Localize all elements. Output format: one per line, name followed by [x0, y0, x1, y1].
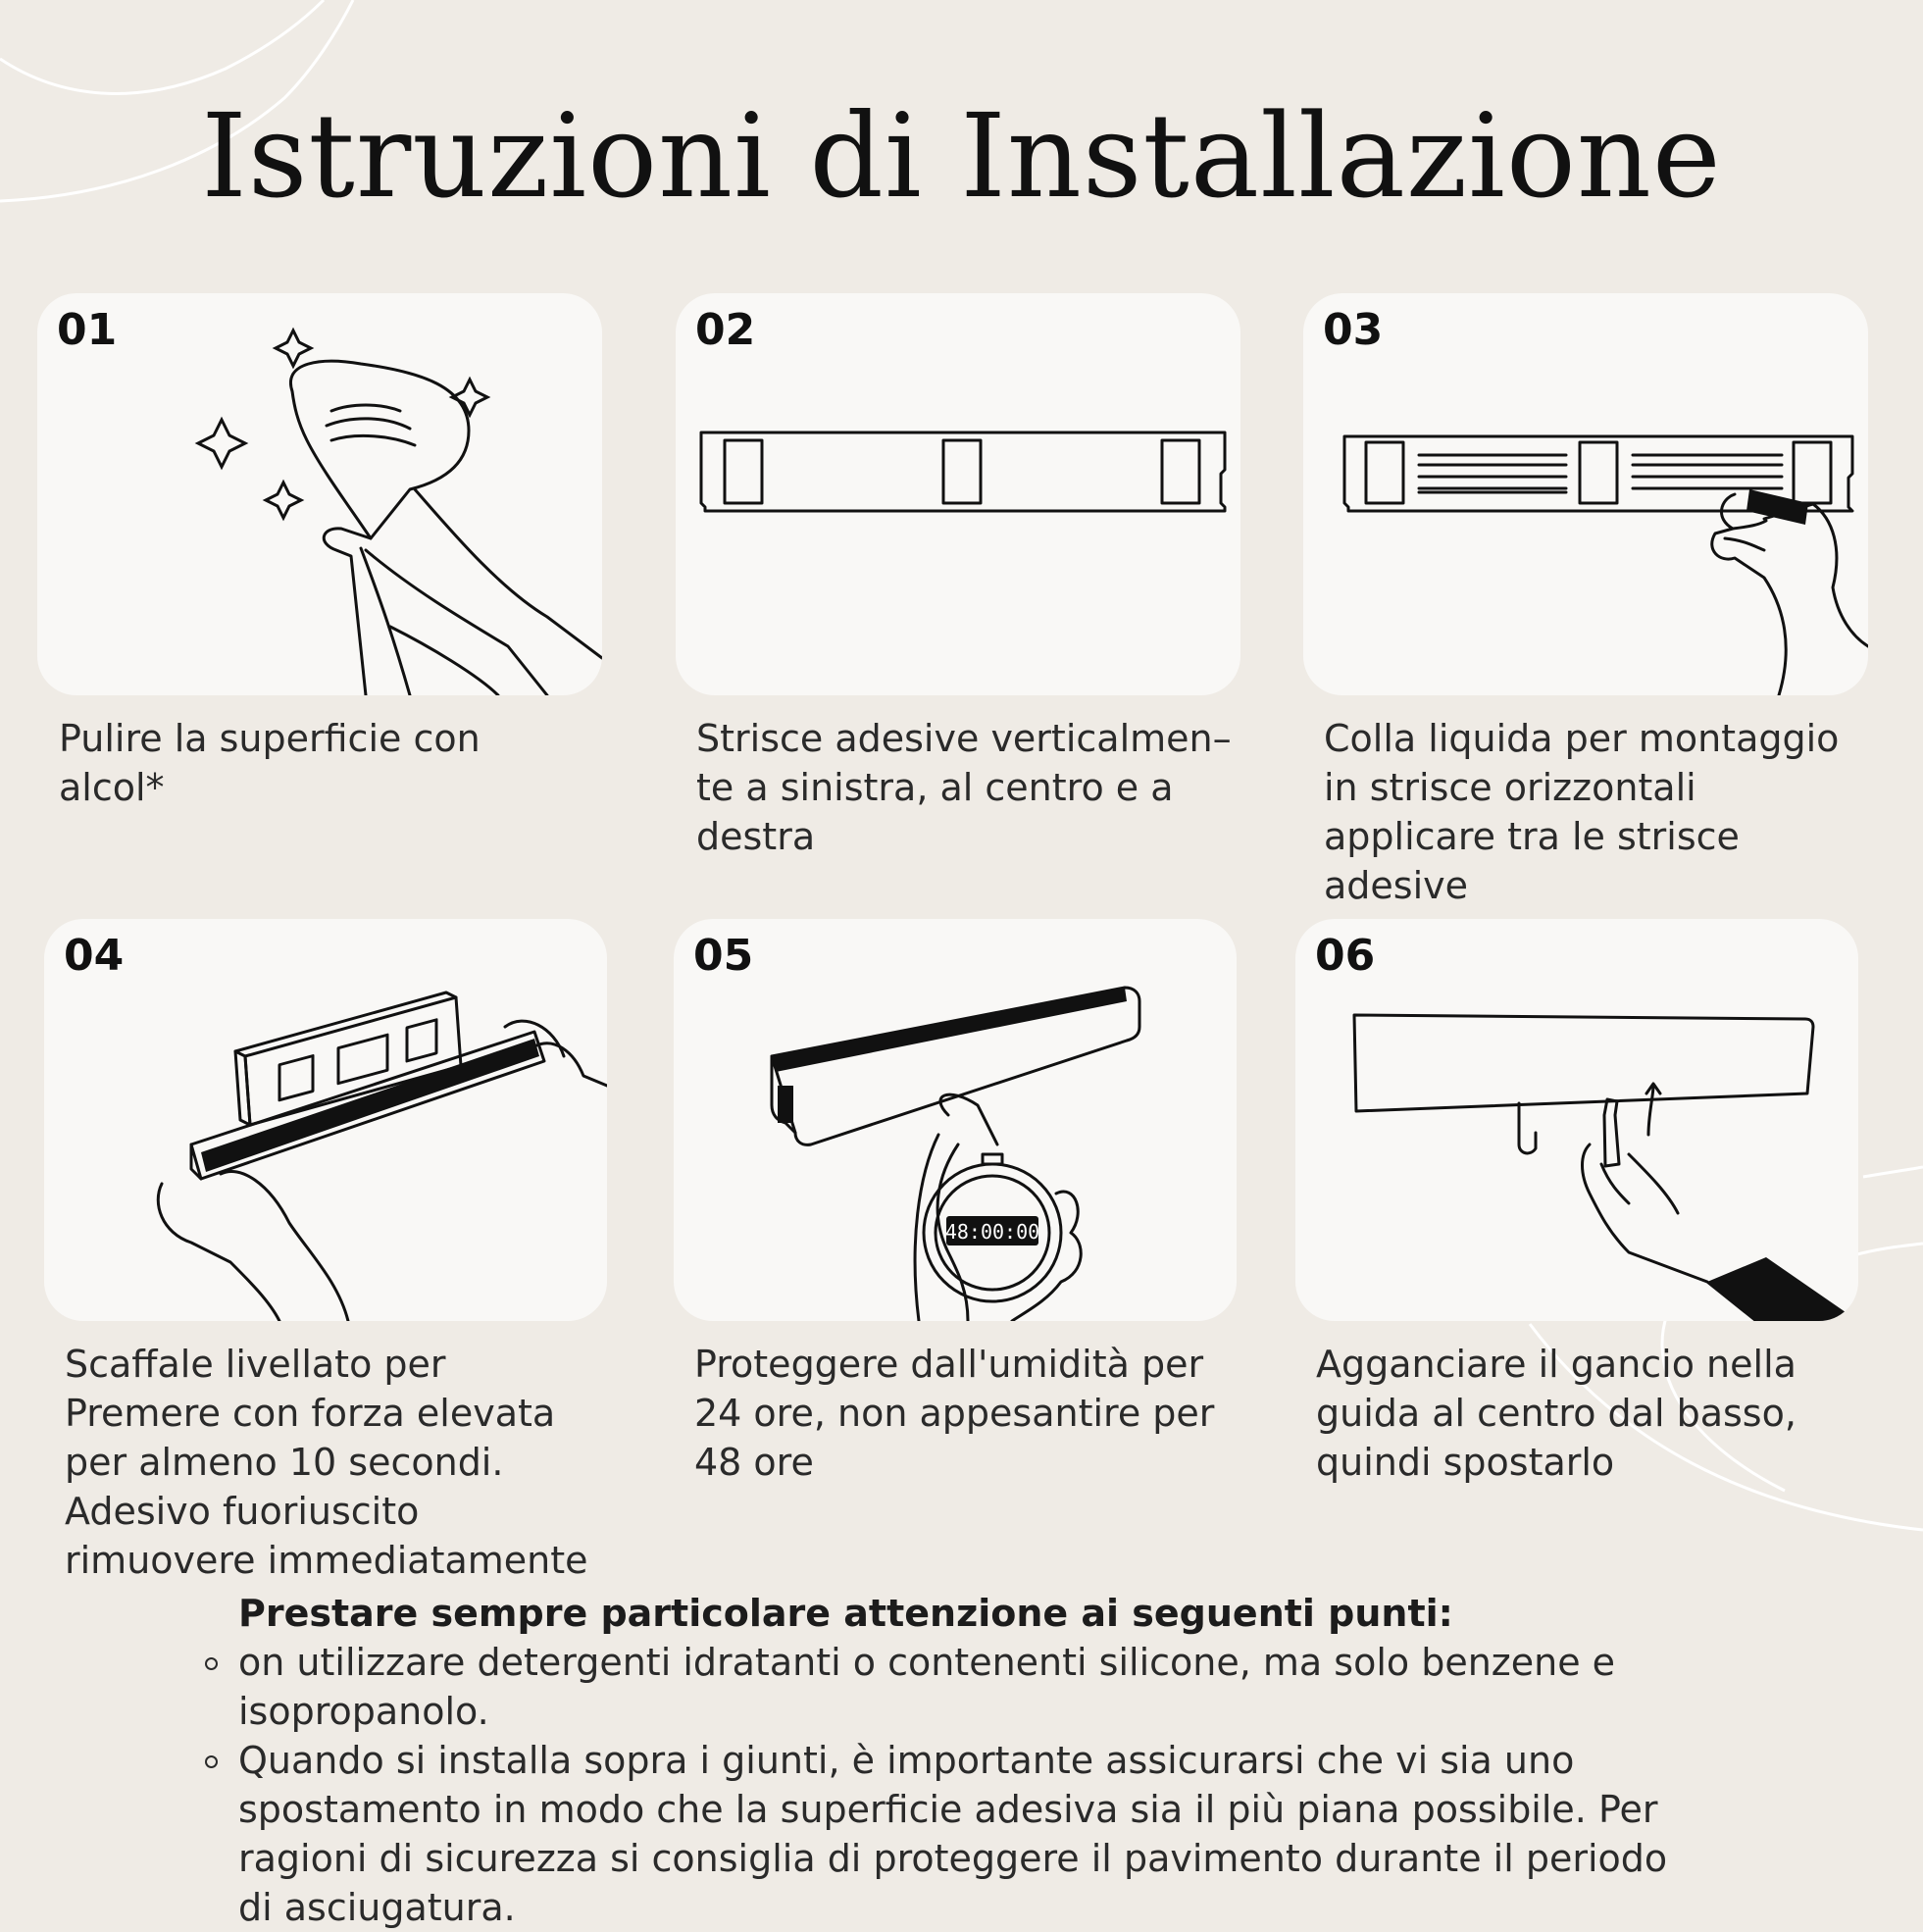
page-title: Istruzioni di Installazione: [201, 88, 1722, 224]
bullet-icon: [205, 1755, 218, 1768]
step-card-02: [676, 293, 1240, 695]
stopwatch-display: 48:00:00: [944, 1220, 1040, 1244]
notes-item: [238, 1736, 1768, 1932]
step-card-05: [674, 919, 1237, 1321]
shelf-and-stopwatch-icon: [674, 919, 1237, 1321]
rail-with-adhesive-strips-icon: [676, 293, 1240, 695]
step-card-01: [37, 293, 602, 695]
bullet-icon: [205, 1657, 218, 1670]
notes-heading: Prestare sempre particolare attenzione ai seguenti punti:: [238, 1592, 1453, 1635]
step-card-04: [44, 919, 607, 1321]
step-card-06: [1295, 919, 1858, 1321]
notes-list: [238, 1638, 1768, 1932]
step-caption-06: Agganciare il gancio nella guida al centro dal basso, quindi spostarlo: [1316, 1343, 1796, 1484]
step-card-03: [1303, 293, 1868, 695]
notes-item-text: on utilizzare detergenti idratanti o contenenti silicone, ma solo benzene e isopropanolo.: [238, 1641, 1616, 1733]
step-caption-02: Strisce adesive verticalmen– te a sinistra, al centro e a destra: [696, 717, 1232, 858]
step-number: 02: [695, 305, 756, 355]
step-number: 05: [693, 931, 754, 981]
step-caption-01: Pulire la superficie con alcol*: [59, 717, 481, 809]
step-number: 06: [1315, 931, 1376, 981]
notes-item: [238, 1638, 1768, 1736]
notes-item-text: Quando si installa sopra i giunti, è importante assicurarsi che vi sia uno spostamento in modo che la superficie adesiva sia il più piana possibile. Per ragioni di sicurezza si consiglia di proteggere il pavimento durante il periodo di asciugatura.: [238, 1739, 1668, 1929]
shelf-with-level-icon: [44, 919, 607, 1321]
hand-wiping-cloth-icon: [37, 293, 602, 695]
notes-section: [238, 1589, 1768, 1932]
step-caption-04: Scaffale livellato per Premere con forza elevata per almeno 10 secondi. Adesivo fuoriuscito rimuovere immediatamente: [65, 1343, 588, 1582]
applying-glue-lines-icon: [1303, 293, 1868, 695]
step-number: 01: [57, 305, 118, 355]
step-number: 03: [1323, 305, 1384, 355]
step-caption-03: Colla liquida per montaggio in strisce orizzontali applicare tra le strisce adesive: [1324, 717, 1840, 907]
step-caption-05: Proteggere dall'umidità per 24 ore, non appesantire per 48 ore: [694, 1343, 1215, 1484]
step-number: 04: [64, 931, 125, 981]
hook-into-rail-icon: [1295, 919, 1858, 1321]
